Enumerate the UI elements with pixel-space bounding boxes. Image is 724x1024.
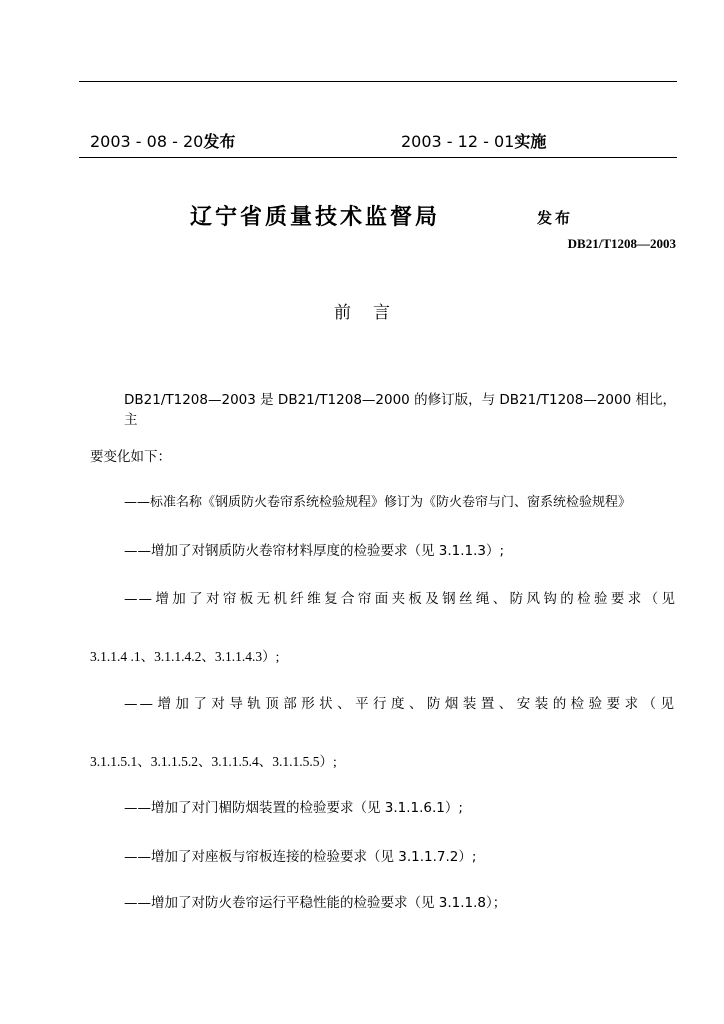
implementation-date-value: 2003 - 12 - 01 [401, 132, 515, 151]
implementation-date-label: 实施 [514, 132, 547, 151]
issue-date [90, 129, 235, 152]
change-item-curtain-plate: ——增加了对帘板无机纤维复合帘面夹板及钢丝绳、防风钩的检验要求（见 [124, 591, 676, 607]
foreword-intro-line-2: 要变化如下： [90, 449, 171, 465]
change-item-curtain-plate-refs: 3.1.1.4 .1、3.1.1.4.2、3.1.1.4.3）; [90, 649, 280, 664]
date-divider [79, 157, 677, 158]
change-item-guide-rail: ——增加了对导轨顶部形状、平行度、防烟装置、安装的检验要求（见 [124, 696, 676, 712]
change-item-material-thickness: ——增加了对钢质防火卷帘材料厚度的检验要求（见 3.1.1.3）; [124, 543, 505, 559]
document-code: DB21/T1208—2003 [567, 236, 676, 251]
foreword-intro-line-1: DB21/T1208—2003 是 DB21/T1208—2000 的修订版，与 DB21/T1208—2000 相比，主 [124, 392, 676, 428]
top-divider [79, 81, 677, 82]
issue-action: 发布 [537, 209, 574, 227]
change-item-title-rename: ——标准名称《钢质防火卷帘系统检验规程》修订为《防火卷帘与门、窗系统检验规程》 [124, 495, 632, 510]
change-item-lintel-smoke: ——增加了对门楣防烟装置的检验要求（见 3.1.1.6.1）; [124, 800, 463, 816]
change-item-seat-plate: ——增加了对座板与帘板连接的检验要求（见 3.1.1.7.2）; [124, 849, 477, 865]
change-item-operation-stability: ——增加了对防火卷帘运行平稳性能的检验要求（见 3.1.1.8）； [124, 895, 507, 911]
issue-date-value: 2003 - 08 - 20 [90, 132, 204, 151]
issue-date-label: 发布 [203, 132, 236, 151]
implementation-date [401, 129, 546, 152]
issuing-authority: 辽宁省质量技术监督局 [190, 205, 441, 230]
foreword-title: 前言 [334, 303, 412, 323]
change-item-guide-rail-refs: 3.1.1.5.1、3.1.1.5.2、3.1.1.5.4、3.1.1.5.5）; [90, 754, 337, 769]
